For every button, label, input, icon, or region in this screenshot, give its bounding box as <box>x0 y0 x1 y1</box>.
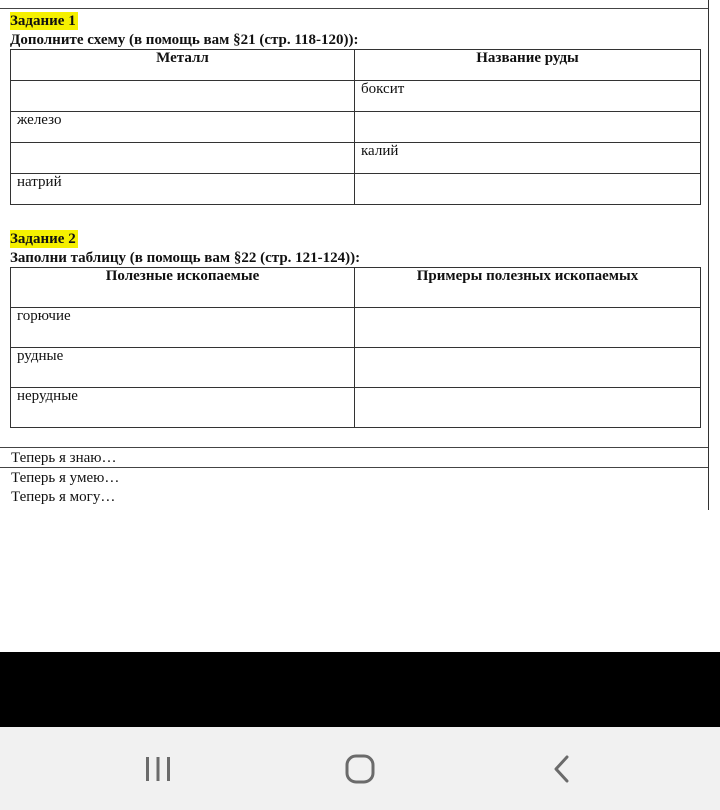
table-cell: боксит <box>355 81 701 112</box>
task2-instruction: Заполни таблицу (в помощь вам §22 (стр. 121-124)): <box>10 250 361 266</box>
reflection-able: Теперь я могу… <box>11 489 116 505</box>
task2-title: Задание 2 <box>10 231 76 247</box>
table-row <box>11 112 701 143</box>
top-divider <box>0 8 708 9</box>
recents-button[interactable] <box>118 727 198 810</box>
home-icon <box>344 753 376 785</box>
table-cell <box>11 81 355 112</box>
table-row <box>11 174 701 205</box>
reflection-can: Теперь я умею… <box>0 467 708 487</box>
table-row <box>11 348 701 388</box>
ore-table <box>10 49 701 205</box>
table-cell <box>355 348 701 388</box>
table-row <box>11 308 701 348</box>
table-cell <box>355 112 701 143</box>
table-cell: горючие <box>11 308 355 348</box>
table-header-row <box>11 50 701 81</box>
table-cell <box>355 174 701 205</box>
recents-icon <box>143 755 173 783</box>
system-navigation-bar <box>0 727 720 810</box>
table-row <box>11 388 701 428</box>
table-header-row <box>11 268 701 308</box>
home-button[interactable] <box>320 727 400 810</box>
table-cell: рудные <box>11 348 355 388</box>
table-cell <box>355 388 701 428</box>
header-examples: Примеры полезных ископаемых <box>355 268 701 308</box>
header-ore-name: Название руды <box>355 50 701 81</box>
header-metal: Металл <box>11 50 355 81</box>
back-button[interactable] <box>522 727 602 810</box>
table-cell: нерудные <box>11 388 355 428</box>
table-cell: натрий <box>11 174 355 205</box>
reflection-know: Теперь я знаю… <box>0 447 708 467</box>
table-cell: железо <box>11 112 355 143</box>
table-row <box>11 143 701 174</box>
table-row <box>11 81 701 112</box>
table-cell <box>11 143 355 174</box>
task1-instruction: Дополните схему (в помощь вам §21 (стр. 118-120)): <box>10 32 359 48</box>
black-band <box>0 652 720 727</box>
table-cell <box>355 308 701 348</box>
back-icon <box>550 753 574 785</box>
table-cell: калий <box>355 143 701 174</box>
header-minerals: Полезные ископаемые <box>11 268 355 308</box>
minerals-table <box>10 267 701 428</box>
reflection-block <box>0 447 708 507</box>
task1-title: Задание 1 <box>10 13 76 29</box>
